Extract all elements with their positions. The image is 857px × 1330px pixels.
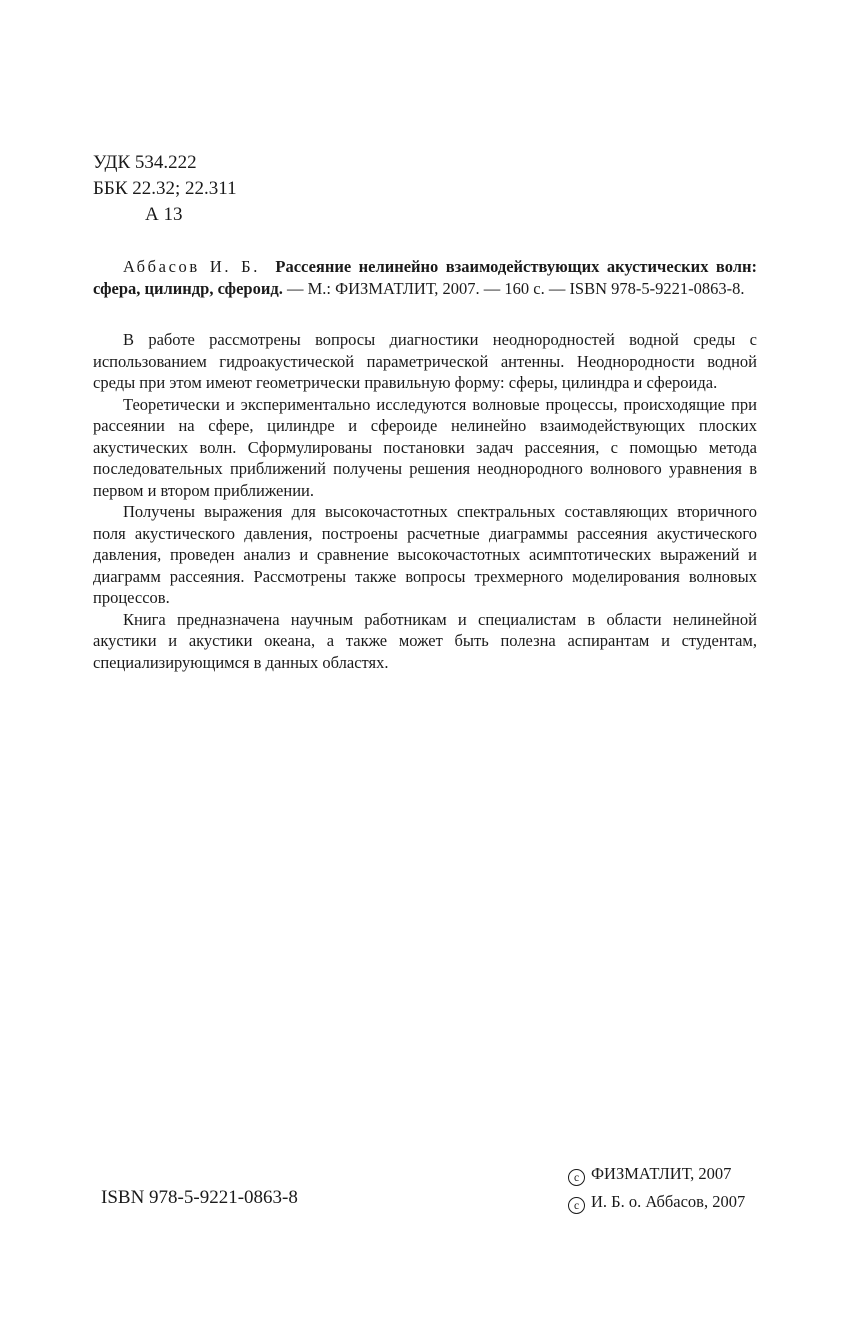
bbk-code: ББК 22.32; 22.311: [93, 178, 237, 199]
abstract-paragraph: Теоретически и экспериментально исследуются волновые процессы, происходящие при рассеянии на сфере, цилиндре и сфероиде нелинейно взаимодействующих плоских акустических волн. Сформулированы постановки задач рассеяния, с помощью метода последовательных приближений получены решения неоднородного волнового уравнения в первом и втором приближении.: [93, 394, 757, 500]
bibliographic-citation: [93, 256, 757, 299]
copyright-publisher: ФИЗМАТЛИТ, 2007: [591, 1164, 732, 1183]
abstract: [93, 329, 757, 673]
citation-publication: — М.: ФИЗМАТЛИТ, 2007. — 160 с. — ISBN 978-5-9221-0863-8.: [286, 278, 745, 298]
copyright-author-row: [568, 1188, 745, 1216]
classification-block: [93, 150, 237, 228]
copyright-icon: c: [568, 1169, 585, 1186]
abstract-paragraph: В работе рассмотрены вопросы диагностики неоднородностей водной среды с использованием гидроакустической параметрической антенны. Неоднородности водной среды при этом имеют геометрически правильную форму: сферы, цилиндра и сфероида.: [93, 330, 757, 392]
citation-author: Аббасов И. Б.: [123, 257, 260, 276]
copyright-author: И. Б. о. Аббасов, 2007: [591, 1192, 746, 1211]
udk-code: УДК 534.222: [93, 152, 197, 173]
citation-title: Рассеяние нелинейно взаимодействующих акустических волн: сфера, цилиндр, сфероид.: [93, 257, 757, 298]
copyright-publisher-row: [568, 1160, 745, 1188]
copyright-block: [568, 1160, 745, 1216]
abstract-paragraph: Книга предназначена научным работникам и специалистам в области нелинейной акустики и акустики океана, а также может быть полезна аспирантам и студентам, специализирующимся в данных областях.: [93, 609, 757, 672]
isbn-number: ISBN 978-5-9221-0863-8: [101, 1187, 298, 1208]
abstract-paragraph: Получены выражения для высокочастотных спектральных составляющих вторичного поля акустического давления, построены расчетные диаграммы рассеяния акустического давления, проведен анализ и сравнение высокочастотных асимптотических выражений и диаграмм рассеяния. Рассмотрены также вопросы трехмерного моделирования волновых процессов.: [93, 502, 757, 607]
author-mark: А 13: [145, 204, 183, 225]
copyright-icon: c: [568, 1197, 585, 1214]
